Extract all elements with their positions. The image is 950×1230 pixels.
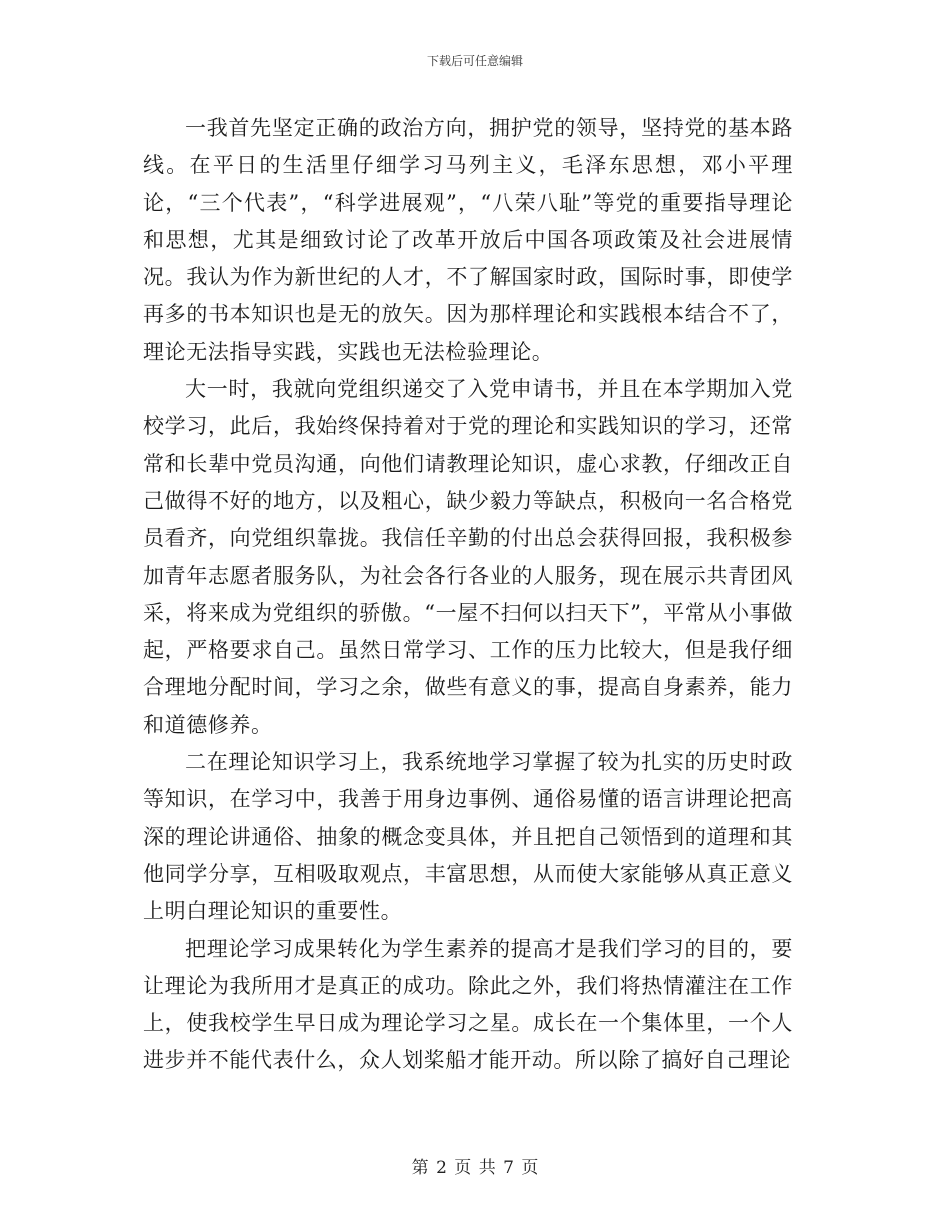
footer-total-pages: 7: [503, 1158, 514, 1178]
paragraph-3: 二在理论知识学习上，我系统地学习掌握了较为扎实的历史时政等知识，在学习中，我善于用身边事例、通俗易懂的语言讲理论把高深的理论讲通俗、抽象的概念变具体，并且把自己领悟到的道理和其他同学分享，互相吸取观点，丰富思想，从而使大家能够从真正意义上明白理论知识的重要性。: [143, 750, 793, 924]
paragraph-4: 把理论学习成果转化为学生素养的提高才是我们学习的目的，要让理论为我所用才是真正的成功。除此之外，我们将热情灌注在工作上，使我校学生早日成为理论学习之星。成长在一个集体里，一个人进步并不能代表什么，众人划桨船才能开动。所以除了搞好自己理论: [143, 936, 793, 1073]
footer-middle: 页 共: [454, 1158, 496, 1178]
paragraph-2: 大一时，我就向党组织递交了入党申请书，并且在本学期加入党校学习，此后，我始终保持着对于党的理论和实践知识的学习，还常常和长辈中党员沟通，向他们请教理论知识，虚心求教，仔细改正自己做得不好的地方，以及粗心，缺少毅力等缺点，积极向一名合格党员看齐，向党组织靠拢。我信任辛勤的付出总会获得回报，我积极参加青年志愿者服务队，为社会各行各业的人服务，现在展示共青团风采，将来成为党组织的骄傲。“一屋不扫何以扫天下”，平常从小事做起，严格要求自己。虽然日常学习、工作的压力比较大，但是我仔细合理地分配时间，学习之余，做些有意义的事，提高自身素养，能力和道德修养。: [143, 377, 793, 737]
footer-page-number: 2: [436, 1158, 447, 1178]
page-header: 下载后可任意编辑: [426, 54, 523, 68]
footer-prefix: 第: [411, 1158, 429, 1178]
footer-suffix: 页: [521, 1158, 539, 1178]
page-footer: [0, 1153, 950, 1178]
document-body: [143, 110, 793, 1080]
paragraph-1: 一我首先坚定正确的政治方向，拥护党的领导，坚持党的基本路线。在平日的生活里仔细学习马列主义，毛泽东思想，邓小平理论，“三个代表”，“科学进展观”，“八荣八耻”等党的重要指导理论和思想，尤其是细致讨论了改革开放后中国各项政策及社会进展情况。我认为作为新世纪的人才，不了解国家时政，国际时事，即使学再多的书本知识也是无的放矢。因为那样理论和实践根本结合不了，理论无法指导实践，实践也无法检验理论。: [143, 116, 793, 364]
